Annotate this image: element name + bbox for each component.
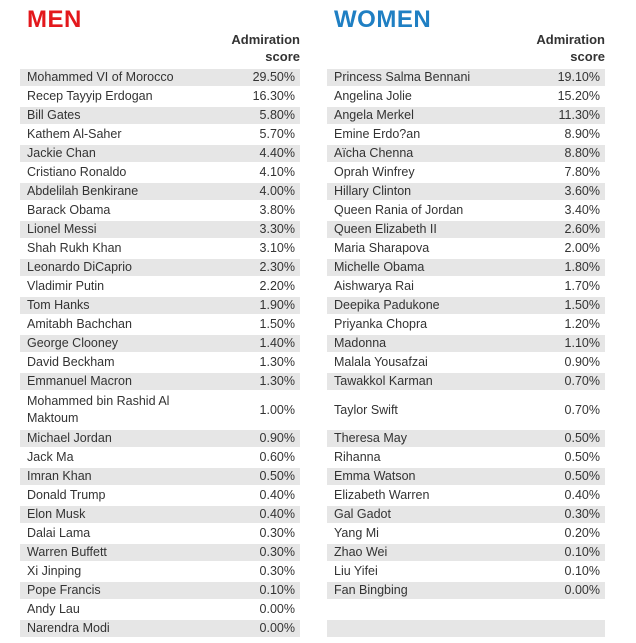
person-name: Barack Obama [27, 203, 111, 217]
person-name: Michelle Obama [334, 260, 425, 274]
table-row [327, 145, 605, 162]
table-row [20, 126, 300, 143]
table-row [20, 601, 300, 618]
table-row [327, 525, 605, 542]
table-row [20, 69, 300, 86]
admiration-score: 0.70% [564, 402, 600, 417]
person-name: Queen Elizabeth II [334, 222, 437, 236]
admiration-score: 1.50% [564, 298, 600, 312]
admiration-score: 1.10% [564, 336, 600, 350]
person-name: Pope Francis [27, 583, 101, 597]
admiration-score: 1.40% [259, 336, 295, 350]
table-row [327, 468, 605, 485]
admiration-score: 8.80% [564, 146, 600, 160]
admiration-score: 2.60% [564, 222, 600, 236]
table-row [20, 335, 300, 352]
person-name: Elizabeth Warren [334, 488, 430, 502]
person-name: Tawakkol Karman [334, 374, 433, 388]
admiration-score: 0.30% [259, 526, 295, 540]
admiration-score: 2.20% [259, 279, 295, 293]
table-row [327, 278, 605, 295]
admiration-score: 0.10% [259, 583, 295, 597]
table-row [327, 392, 605, 428]
person-name: Leonardo DiCaprio [27, 260, 132, 274]
table-row [20, 392, 300, 428]
admiration-score: 5.70% [259, 127, 295, 141]
person-name: Rihanna [334, 450, 381, 464]
table-row [20, 297, 300, 314]
table-row [327, 601, 605, 618]
table-row [327, 183, 605, 200]
admiration-score: 0.90% [259, 431, 295, 445]
person-name: Yang Mi [334, 526, 379, 540]
admiration-score: 0.00% [259, 621, 295, 635]
admiration-score: 0.40% [564, 488, 600, 502]
person-name: Jackie Chan [27, 146, 96, 160]
table-row [327, 487, 605, 504]
admiration-score: 0.50% [564, 450, 600, 464]
person-name: Aïcha Chenna [334, 146, 414, 160]
table-row [327, 107, 605, 124]
women-heading: WOMEN [334, 6, 432, 33]
table-row [20, 164, 300, 181]
person-name: Recep Tayyip Erdogan [27, 89, 153, 103]
person-name: Fan Bingbing [334, 583, 408, 597]
admiration-score: 3.60% [564, 184, 600, 198]
person-name: Donald Trump [27, 488, 106, 502]
admiration-score: 15.20% [557, 89, 600, 103]
table-row [20, 278, 300, 295]
person-name: Oprah Winfrey [334, 165, 415, 179]
person-name: Mohammed VI of Morocco [27, 70, 174, 84]
person-name: Aishwarya Rai [334, 279, 414, 293]
person-name: Dalai Lama [27, 526, 91, 540]
admiration-score: 0.50% [564, 469, 600, 483]
person-name: Gal Gadot [334, 507, 391, 521]
table-row [20, 373, 300, 390]
admiration-score: 16.30% [252, 89, 295, 103]
table-row [327, 449, 605, 466]
table-row [327, 430, 605, 447]
admiration-score: 0.10% [564, 564, 600, 578]
admiration-score: 1.90% [259, 298, 295, 312]
table-row [327, 506, 605, 523]
table-row [327, 88, 605, 105]
person-name: Jack Ma [27, 450, 74, 464]
person-name: Princess Salma Bennani [334, 70, 471, 84]
person-name: Angela Merkel [334, 108, 414, 122]
person-name: Imran Khan [27, 469, 92, 483]
admiration-score: 3.80% [259, 203, 295, 217]
men-score-header: Admiration score [231, 32, 300, 64]
person-name: Abdelilah Benkirane [27, 184, 139, 198]
admiration-score: 1.20% [564, 317, 600, 331]
table-row [327, 126, 605, 143]
table-row [20, 259, 300, 276]
table-row [20, 582, 300, 599]
admiration-score: 2.30% [259, 260, 295, 274]
person-name: Vladimir Putin [27, 279, 105, 293]
person-name: George Clooney [27, 336, 119, 350]
table-row [20, 563, 300, 580]
table-row [20, 88, 300, 105]
admiration-score: 29.50% [252, 70, 295, 84]
table-row [20, 107, 300, 124]
admiration-score: 0.40% [259, 488, 295, 502]
person-name: Xi Jinping [27, 564, 82, 578]
table-row [20, 525, 300, 542]
person-name: Narendra Modi [27, 621, 110, 635]
table-row [20, 506, 300, 523]
table-row [20, 354, 300, 371]
table-row [20, 430, 300, 447]
admiration-score: 1.70% [564, 279, 600, 293]
admiration-score: 4.40% [259, 146, 295, 160]
person-name: Kathem Al-Saher [27, 127, 122, 141]
table-row [20, 449, 300, 466]
admiration-score: 1.30% [259, 374, 295, 388]
table-row [327, 316, 605, 333]
table-row [327, 373, 605, 390]
person-name: Liu Yifei [334, 564, 378, 578]
table-row [327, 620, 605, 637]
table-row [327, 544, 605, 561]
admiration-score: 1.00% [259, 402, 295, 417]
person-name: Theresa May [334, 431, 407, 445]
admiration-score: 5.80% [259, 108, 295, 122]
admiration-score: 3.10% [259, 241, 295, 255]
women-score-header: Admiration score [536, 32, 605, 64]
table-row [20, 620, 300, 637]
admiration-score: 0.10% [564, 545, 600, 559]
admiration-score: 4.00% [259, 184, 295, 198]
women-table [327, 69, 605, 639]
person-name: Emine Erdo?an [334, 127, 421, 141]
person-name: Malala Yousafzai [334, 355, 428, 369]
person-name: Madonna [334, 336, 387, 350]
table-row [327, 563, 605, 580]
person-name: Cristiano Ronaldo [27, 165, 127, 179]
person-name: Michael Jordan [27, 431, 112, 445]
table-row [327, 221, 605, 238]
table-row [20, 183, 300, 200]
table-row [327, 69, 605, 86]
admiration-score: 0.50% [564, 431, 600, 445]
person-name: Bill Gates [27, 108, 81, 122]
table-row [20, 240, 300, 257]
person-name: Mohammed bin Rashid Al Maktoum [27, 394, 170, 425]
person-name: Shah Rukh Khan [27, 241, 122, 255]
admiration-score: 0.00% [564, 583, 600, 597]
admiration-score: 8.90% [564, 127, 600, 141]
table-row [20, 202, 300, 219]
table-row [327, 240, 605, 257]
person-name: Zhao Wei [334, 545, 388, 559]
men-heading: MEN [27, 6, 82, 33]
table-row [327, 297, 605, 314]
admiration-score: 0.30% [259, 564, 295, 578]
admiration-score: 0.20% [564, 526, 600, 540]
table-row [20, 487, 300, 504]
admiration-score: 7.80% [564, 165, 600, 179]
table-row [327, 164, 605, 181]
person-name: Lionel Messi [27, 222, 97, 236]
admiration-score: 19.10% [557, 70, 600, 84]
table-row [20, 221, 300, 238]
admiration-score: 0.60% [259, 450, 295, 464]
person-name: David Beckham [27, 355, 115, 369]
admiration-score: 0.70% [564, 374, 600, 388]
admiration-score: 1.80% [564, 260, 600, 274]
person-name: Hillary Clinton [334, 184, 412, 198]
person-name: Amitabh Bachchan [27, 317, 132, 331]
table-row [20, 468, 300, 485]
person-name: Tom Hanks [27, 298, 90, 312]
table-row [327, 354, 605, 371]
table-row [327, 335, 605, 352]
person-name: Elon Musk [27, 507, 86, 521]
admiration-score: 4.10% [259, 165, 295, 179]
person-name: Andy Lau [27, 602, 80, 616]
person-name: Priyanka Chopra [334, 317, 428, 331]
table-row [327, 259, 605, 276]
person-name: Emmanuel Macron [27, 374, 132, 388]
admiration-score: 1.50% [259, 317, 295, 331]
table-row [20, 544, 300, 561]
admiration-score: 1.30% [259, 355, 295, 369]
person-name: Deepika Padukone [334, 298, 440, 312]
table-row [20, 316, 300, 333]
admiration-score: 0.30% [259, 545, 295, 559]
person-name: Warren Buffett [27, 545, 107, 559]
person-name: Maria Sharapova [334, 241, 430, 255]
table-row [327, 582, 605, 599]
person-name: Taylor Swift [334, 402, 398, 417]
admiration-score: 0.40% [259, 507, 295, 521]
admiration-score: 0.00% [259, 602, 295, 616]
admiration-score: 3.30% [259, 222, 295, 236]
person-name: Angelina Jolie [334, 89, 412, 103]
person-name: Emma Watson [334, 469, 416, 483]
admiration-score: 3.40% [564, 203, 600, 217]
admiration-score: 11.30% [558, 108, 600, 122]
admiration-score: 0.50% [259, 469, 295, 483]
table-row [20, 145, 300, 162]
admiration-score: 2.00% [564, 241, 600, 255]
men-table [20, 69, 300, 639]
admiration-score: 0.30% [564, 507, 600, 521]
table-row [327, 202, 605, 219]
person-name: Queen Rania of Jordan [334, 203, 464, 217]
admiration-score: 0.90% [564, 355, 600, 369]
